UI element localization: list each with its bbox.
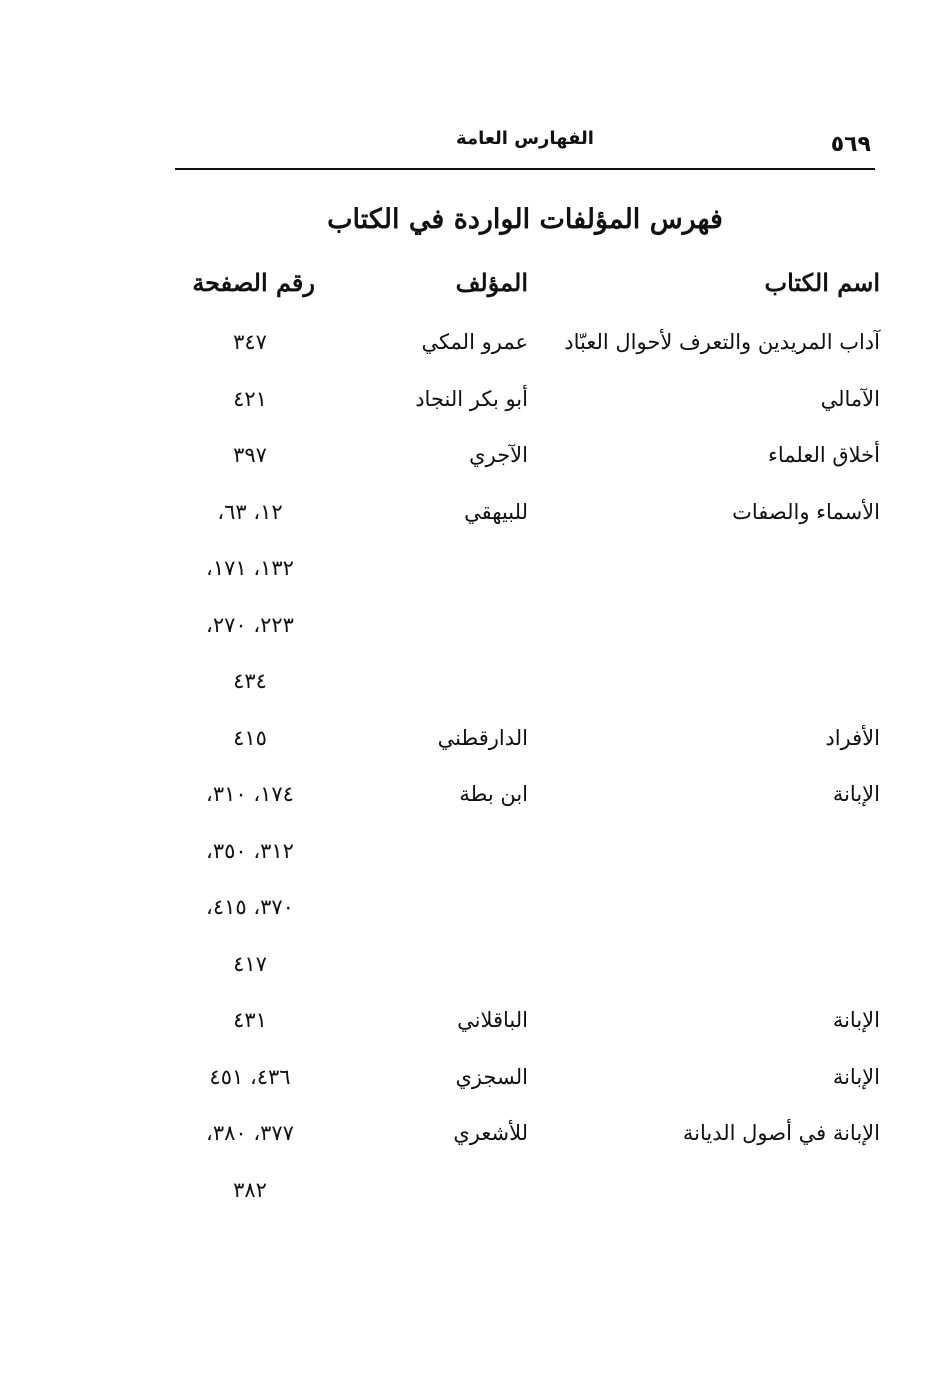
page-numbers-cell: ٣٧٧، ٣٨٠، (206, 1121, 294, 1145)
page-numbers-cell: ٤١٧ (233, 951, 267, 976)
table-row (175, 778, 880, 835)
book-title-cell: الإبانة (832, 1008, 880, 1032)
table-row (175, 1004, 880, 1061)
author-cell: أبو بكر النجاد (415, 386, 528, 411)
table-row (175, 1174, 880, 1231)
page-numbers-cell: ١٢، ٦٣، (217, 499, 283, 524)
table-row (175, 496, 880, 553)
author-cell: الآجري (469, 443, 528, 467)
book-title-cell: الآمالي (820, 386, 880, 411)
column-headers (175, 268, 880, 308)
page-numbers-cell: ١٣٢، ١٧١، (206, 556, 294, 580)
book-title-cell: الأفراد (825, 725, 880, 750)
index-title: فهرس المؤلفات الواردة في الكتاب (327, 204, 723, 235)
book-title-cell: أخلاق العلماء (767, 443, 880, 467)
table-row (175, 326, 880, 383)
table-row (175, 439, 880, 496)
table-row (175, 383, 880, 440)
book-title-cell: الإبانة (832, 1064, 880, 1089)
page-numbers-cell: ٣٤٧ (233, 330, 267, 354)
page-numbers-cell: ٣١٢، ٣٥٠، (206, 838, 294, 863)
table-row (175, 722, 880, 779)
column-header-book: اسم الكتاب (764, 268, 880, 297)
table-row (175, 609, 880, 666)
author-cell: للبيهقي (464, 499, 528, 524)
page-numbers-cell: ٤١٥ (233, 725, 267, 750)
page-numbers-cell: ٤٢١ (233, 386, 267, 411)
book-title-cell: الإبانة (832, 782, 880, 806)
book-title-cell: الأسماء والصفات (732, 499, 880, 524)
table-row (175, 552, 880, 609)
page-numbers-cell: ٤٣٤ (233, 669, 267, 693)
table-row (175, 665, 880, 722)
table-row (175, 891, 880, 948)
page-numbers-cell: ٤٣١ (233, 1008, 267, 1032)
page-header (175, 118, 875, 170)
table-row (175, 835, 880, 892)
index-table (175, 326, 880, 1230)
page-numbers-cell: ٣٧٠، ٤١٥، (206, 895, 294, 919)
page-numbers-cell: ١٧٤، ٣١٠، (206, 782, 294, 806)
running-title: الفهارس العامة (456, 128, 594, 149)
column-header-pages: رقم الصفحة (192, 268, 315, 297)
table-row (175, 948, 880, 1005)
table-row (175, 1061, 880, 1118)
page-numbers-cell: ٣٨٢ (233, 1177, 267, 1202)
page-number: ٥٦٩ (830, 132, 871, 157)
author-cell: للأشعري (453, 1121, 528, 1145)
book-title-cell: الإبانة في أصول الديانة (682, 1121, 880, 1145)
table-row (175, 1117, 880, 1174)
page-numbers-cell: ٤٣٦، ٤٥١ (209, 1064, 291, 1089)
author-cell: الدارقطني (437, 725, 528, 750)
page-numbers-cell: ٣٩٧ (233, 443, 267, 467)
author-cell: ابن بطة (459, 782, 528, 806)
author-cell: عمرو المكي (421, 330, 528, 354)
author-cell: السجزي (455, 1064, 528, 1089)
book-title-cell: آداب المريدين والتعرف لأحوال العبّاد (564, 330, 880, 354)
author-cell: الباقلاني (457, 1008, 528, 1032)
page-numbers-cell: ٢٢٣، ٢٧٠، (206, 612, 294, 637)
column-header-author: المؤلف (455, 268, 528, 297)
